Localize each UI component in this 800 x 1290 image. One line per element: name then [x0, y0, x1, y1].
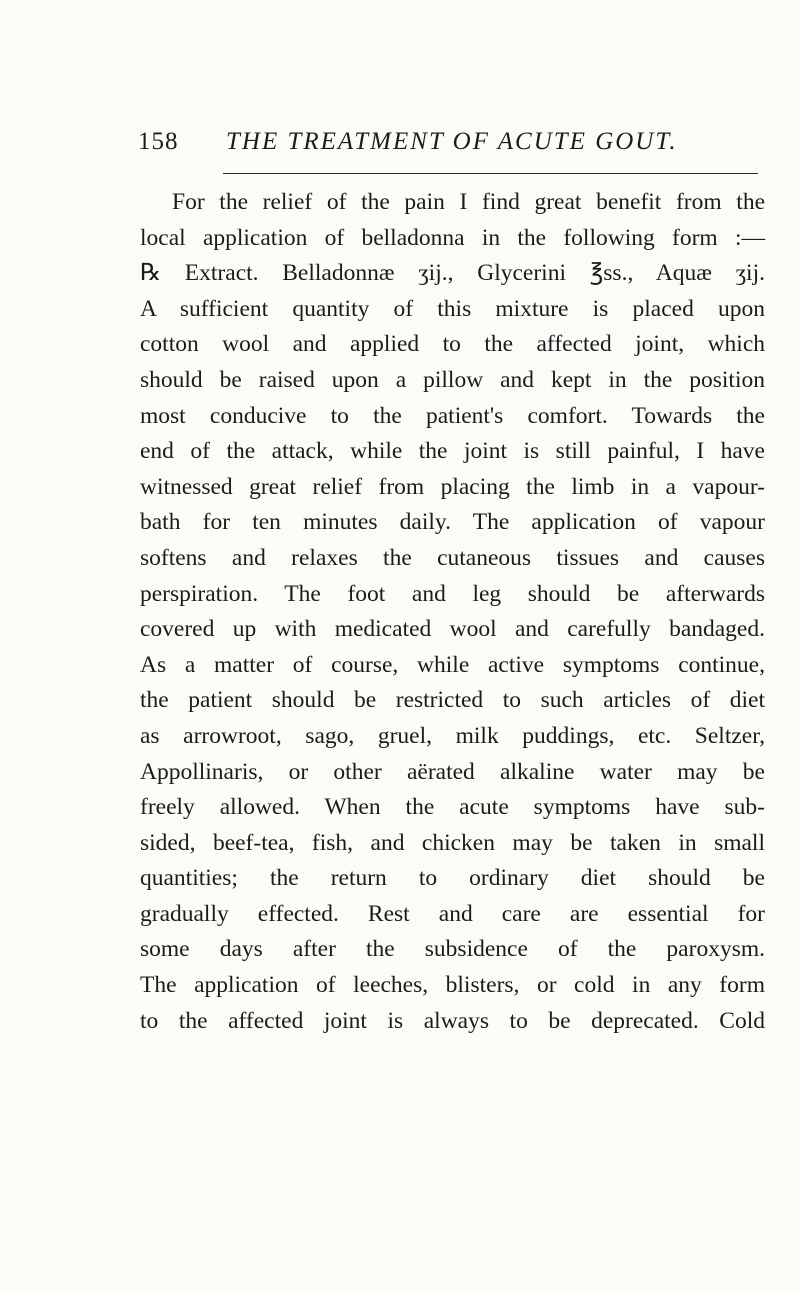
text-line: A sufficient quantity of this mixture is placed upon: [140, 295, 765, 322]
running-head: [138, 128, 758, 168]
text-line: witnessed great relief from placing the limb in a vapour-: [140, 473, 765, 500]
running-head-title: THE TREATMENT OF ACUTE GOUT.: [226, 128, 678, 155]
text-line: As a matter of course, while active symptoms continue,: [140, 651, 765, 678]
body-text: [140, 185, 765, 1039]
text-line: cotton wool and applied to the affected joint, which: [140, 331, 765, 358]
text-line: gradually effected. Rest and care are essential for: [140, 900, 765, 927]
text-line: freely allowed. When the acute symptoms have sub-: [140, 794, 765, 821]
text-line: The application of leeches, blisters, or cold in any form: [140, 972, 765, 999]
text-line: as arrowroot, sago, gruel, milk puddings, etc. Seltzer,: [140, 722, 765, 749]
text-line: the patient should be restricted to such articles of diet: [140, 687, 765, 714]
text-line: to the affected joint is always to be deprecated. Cold: [140, 1007, 765, 1034]
text-line: perspiration. The foot and leg should be afterwards: [140, 580, 765, 607]
text-line: For the relief of the pain I find great benefit from the: [172, 189, 765, 215]
text-line: Appollinaris, or other aërated alkaline water may be: [140, 758, 765, 785]
header-rule: [223, 173, 758, 174]
text-line: ℞ Extract. Belladonnæ ʒij., Glycerini ℥ss., Aquæ ʒij.: [140, 260, 765, 287]
page-number: 158: [138, 128, 179, 155]
text-line: local application of belladonna in the following form :—: [140, 224, 765, 251]
text-line: bath for ten minutes daily. The application of vapour: [140, 509, 765, 536]
text-line: softens and relaxes the cutaneous tissues and causes: [140, 544, 765, 571]
text-line: covered up with medicated wool and carefully bandaged.: [140, 616, 765, 643]
text-line: some days after the subsidence of the paroxysm.: [140, 936, 765, 963]
text-line: quantities; the return to ordinary diet should be: [140, 865, 765, 892]
text-line: most conducive to the patient's comfort. Towards the: [140, 402, 765, 429]
text-line: end of the attack, while the joint is still painful, I have: [140, 438, 765, 465]
text-line: sided, beef-tea, fish, and chicken may be taken in small: [140, 829, 765, 856]
text-line: should be raised upon a pillow and kept in the position: [140, 366, 765, 393]
